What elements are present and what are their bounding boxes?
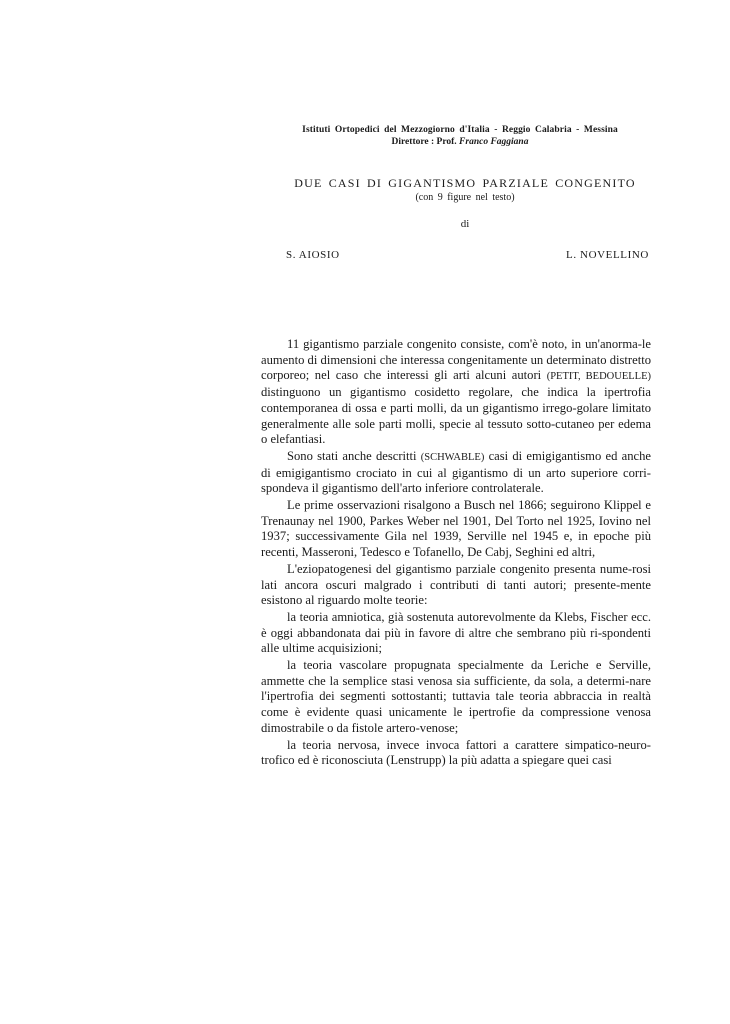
- author-left: S. AIOSIO: [286, 249, 340, 261]
- director-prefix: Direttore : Prof.: [391, 137, 457, 147]
- paragraph-5: la teoria amniotica, già sostenuta autorevolmente da Klebs, Fischer ecc. è oggi abbandonata dai più in favore di altre che sembrano più ri-spondenti alle ultime acquisizioni;: [261, 609, 651, 656]
- paragraph-1-text-b: distinguono un gigantismo cosidetto regolare, che indica la ipertrofia contemporanea di ossa e parti molli, da un gigantismo irrego-golare limitato generalmente alle sole parti molli, specie al tessuto sotto-cutaneo per edema o elefantiasi.: [261, 385, 651, 447]
- article-title: DUE CASI DI GIGANTISMO PARZIALE CONGENITO: [294, 176, 636, 190]
- paragraph-1: [261, 337, 651, 448]
- byline-word: di: [460, 218, 470, 230]
- article-subtitle: (con 9 figure nel testo): [415, 192, 515, 203]
- paragraph-2-text-a: Sono stati anche descritti: [287, 448, 421, 463]
- paragraph-2: [261, 449, 651, 497]
- director-line: [295, 136, 625, 148]
- paragraph-2-text-b: casi di emigigantismo ed anche di emigigantismo crociato in cui al gigantismo di un arto superiore corri-spondeva il gigantismo dell'arto inferiore controlaterale.: [261, 448, 651, 496]
- paragraph-1-reference: (PETIT, BEDOUELLE): [546, 371, 651, 383]
- paragraph-7: la teoria nervosa, invece invoca fattori a carattere simpatico-neuro-trofico ed è riconosciuta (Lenstrupp) la più adatta a spiegare quei casi: [261, 737, 651, 768]
- paragraph-4: L'eziopatogenesi del gigantismo parziale congenito presenta nume-rosi lati ancora oscuri malgrado i contributi di tanti autori; presente-mente esistono al riguardo molte teorie:: [261, 561, 651, 608]
- paragraph-6: la teoria vascolare propugnata specialmente da Leriche e Serville, ammette che la semplice stasi venosa sia sufficiente, da sola, a determi-nare l'ipertrofia dei segmenti sottostanti; tuttavia tale teoria abbraccia in realtà come è evidente quasi unicamente le ipertrofie da compressione venosa dimostrabile o da fistole artero-venose;: [261, 658, 651, 735]
- institution-name: Istituti Ortopedici del Mezzogiorno d'Italia - Reggio Calabria - Messina: [302, 125, 618, 135]
- paragraph-1-text-a: 11 gigantismo parziale congenito consiste, com'è noto, in un'anorma-le aumento di dimensioni che interessa congenitamente un determinato distretto corporeo; nel caso che interessi gli arti alcuni autori: [261, 337, 651, 383]
- institution-header: [295, 124, 625, 148]
- director-name: Franco Faggiana: [459, 137, 529, 147]
- paragraph-3: Le prime osservazioni risalgono a Busch nel 1866; seguirono Klippel e Trenaunay nel 1900, Parkes Weber nel 1901, Del Torto nel 1925, Iovino nel 1937; successivamente Gila nel 1939, Serville nel 1945 e, in epoche più recenti, Masseroni, Tedesco e Tofanello, De Cabj, Seghini ed altri,: [261, 498, 651, 560]
- article-body: [261, 337, 651, 769]
- paragraph-2-reference: (SCHWABLE): [420, 451, 485, 463]
- author-right: L. NOVELLINO: [566, 249, 649, 261]
